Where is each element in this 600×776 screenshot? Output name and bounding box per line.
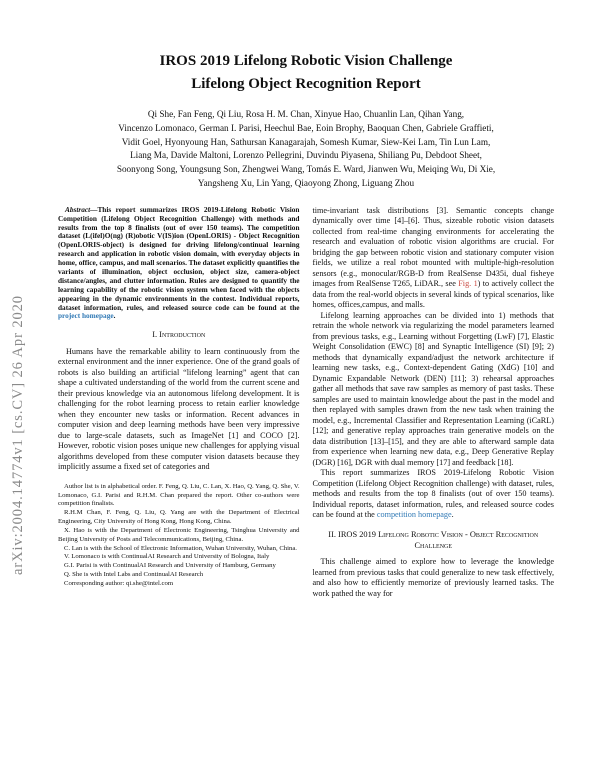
footnote: Author list is in alphabetical order. F. Feng, Q. Liu, C. Lan, X. Hao, Q. Yang, Q. She, V. Lomonaco, G.I. Parisi and R.H.M. Chan prepared the report. Other co-authors were competition finalists. xyxy=(58,482,300,508)
abstract-tail: . xyxy=(113,311,116,321)
footnote-corresponding-author: Corresponding author: qi.she@intel.com xyxy=(64,579,174,587)
section-heading-introduction: I. Introduction xyxy=(152,330,206,340)
fig1-link[interactable]: Fig. 1 xyxy=(458,279,478,289)
abstract-label: Abstract xyxy=(65,204,91,214)
competition-homepage-link[interactable]: competition homepage xyxy=(376,510,452,520)
intro-paragraph: Humans have the remarkable ability to learn continuously from the external environment and the inner experience. One of the grand goals of robots is also building an artificial “lifelong learning” agent that can shape a cultivated understanding of the world from the current scene and their previous knowledge via an autonomous lifelong development. It is challenging for the robot learning process to retain earlier knowledge when they encounter new tasks or information. Recent advances in computer vision and deep learning methods have been very impressive due to large-scale datasets, such as ImageNet [1] and COCO [2]. However, robotic vision poses unique new challenges for applying visual algorithms developed from these computer vision datasets because they implicitly assume a fixed set of categories and xyxy=(58,346,300,472)
section-heading-challenge: II. IROS 2019 Lifelong Robotic Vision - Object Recognition Challenge xyxy=(328,529,539,551)
paper-title xyxy=(58,50,554,95)
paragraph-report-summary xyxy=(313,468,555,521)
author-line: Vidit Goel, Hyonyoung Han, Sathursan Kanagarajah, Somesh Kumar, Siew-Kei Lam, Tin Lun Lam, xyxy=(121,136,491,147)
footnote: C. Lan is with the School of Electronic Information, Wuhan University, Wuhan, China. xyxy=(64,544,297,552)
author-line: Liang Ma, Davide Maltoni, Lorenzo Pellegrini, Duvindu Piyasena, Shiliang Pu, Debdoot Sheet, xyxy=(130,150,482,161)
footnote: Q. She is with Intel Labs and ContinualAI Research xyxy=(64,571,204,579)
paper-title-line1: IROS 2019 Lifelong Robotic Vision Challenge xyxy=(159,53,453,69)
paragraph-text: time-invariant task distributions [3]. Semantic concepts change dynamically over time [4]–[6]. Thus, sizeable robotic vision datasets collected from real-time changing environments for accelerating the research and evaluation of robotic vision algorithms are crucial. For bridging the gap between robotic vision and stationary computer vision fields, we utilize a real robot mounted with multiple-high-resolution sensors (e.g., monocular/RGB-D from RealSense D435i, dual fisheye images from RealSense T265, LiDAR., see xyxy=(312,205,554,289)
paragraph-lifelong-approaches: Lifelong learning approaches can be divided into 1) methods that retrain the whole network via regularizing the model parameters learned from previous tasks, e.g., Learning without Forgetting (LwF) [7], Elastic Weight Consolidation (EWC) [8] and Synaptic Intelligence (SI) [9]; 2) methods that dynamically expand/adjust the network architecture if learning new tasks, e.g., Context-dependent Gating (XdG) [10] and Dynamic Expandable Network (DEN) [11]; 3) rehearsal approaches gather all methods that save raw samples as memory of past tasks. These samples are used to maintain knowledge about the past in the model and then replayed with samples drawn from the new task when training the model, e.g., Incremental Classifier and Representation Learning (iCaRL) [12]; and generative replay approaches train generative models on the data distribution [13]–[15], and they are able to afterward sample data from experience when learning new data, e.g., Deep Generative Replay (DGR) [16], DGR with dual memory [17] and feedback [18]. xyxy=(312,310,554,467)
paper-title-line2: Lifelong Object Recognition Report xyxy=(191,75,421,92)
footnote: V. Lomonaco is with ContinualAI Research and University of Bologna, Italy xyxy=(64,553,270,561)
abstract-text: —This report summarizes IROS 2019-Lifelong Robotic Vision Competition (Lifelong Object Recognition Challenge) with methods and results from the top 8 finalists (out of over 150 teams). The competition dataset (L(ifel)O(ng) (R)obotic V(IS)ion (OpenLORIS) - Object Recognition (OpenLORIS-object) is designed for driving lifelong/continual learning research and application in robotic vision domain, with everyday objects in home, office, campus, and mall scenarios. The dataset explicitly quantifies the variants of illumination, object occlusion, object size, camera-object distance/angles, and clutter information. Rules are designed to quantify the learning capability of the robotic vision system when faced with the objects appearing in the dynamic environments in the contest. Individual reports, dataset information, rules, and released source code can be found at the xyxy=(58,204,300,312)
right-column xyxy=(313,206,555,600)
paragraph-text: the xyxy=(364,510,377,520)
footnote: G.I. Parisi is with ContinualAI Research and University of Hamburg, Germany xyxy=(64,562,276,570)
two-column-body xyxy=(58,206,554,600)
author-line: Yangsheng Xu, Lin Yang, Qiaoyong Zhong, Liguang Zhou xyxy=(197,177,415,188)
paragraph-sensors xyxy=(313,206,555,311)
author-footnotes xyxy=(58,483,300,589)
author-line: Qi She, Fan Feng, Qi Liu, Rosa H. M. Chan, Xinyue Hao, Chuanlin Lan, Qihan Yang, xyxy=(147,109,465,119)
footnote: X. Hao is with the Department of Electronic Engineering, Tsinghua University and Beijing University of Posts and Telecommunications, Beijing, China. xyxy=(58,526,300,543)
paragraph-text: This report summarizes IROS 2019-Lifelong Robotic Vision Competition (Lifelong Object Recognition challenge) with dataset, rules, methods and results from the top 8 finalists (out of over 150 teams). Individual reports, dataset information, rules, and released source codes can be found at xyxy=(312,468,554,520)
author-list xyxy=(58,108,554,191)
author-line: Vincenzo Lomonaco, German I. Parisi, Heechul Bae, Eoin Brophy, Baoquan Chen, Gabriele Graffieti, xyxy=(118,122,494,133)
author-line: Soonyong Song, Youngsung Son, Zhengwei Wang, Tomás E. Ward, Jianwen Wu, Meiqing Wu, Di Xie, xyxy=(116,164,496,175)
left-column xyxy=(58,206,300,600)
abstract xyxy=(58,206,300,322)
footnote: R.H.M Chan, F. Feng, Q. Liu, Q. Yang are with the Department of Electrical Engineering, City University of Hong Kong, Hong Kong, China. xyxy=(58,509,300,526)
project-homepage-link[interactable]: project homepage xyxy=(58,311,114,321)
paragraph-challenge-aim: This challenge aimed to explore how to leverage the knowledge learned from previous tasks that could generalize to new task effectively, and also how to efficiently memorize of previously learned tasks. The work pathed the way for xyxy=(312,557,554,598)
paragraph-text: ) to actively collect the data from the real-world objects in several kinds of typical scenarios, like homes, offices,campus, and malls. xyxy=(312,279,554,310)
paragraph-text: . xyxy=(451,510,454,520)
arxiv-watermark: arXiv:2004.14774v1 [cs.CV] 26 Apr 2020 xyxy=(10,294,26,575)
